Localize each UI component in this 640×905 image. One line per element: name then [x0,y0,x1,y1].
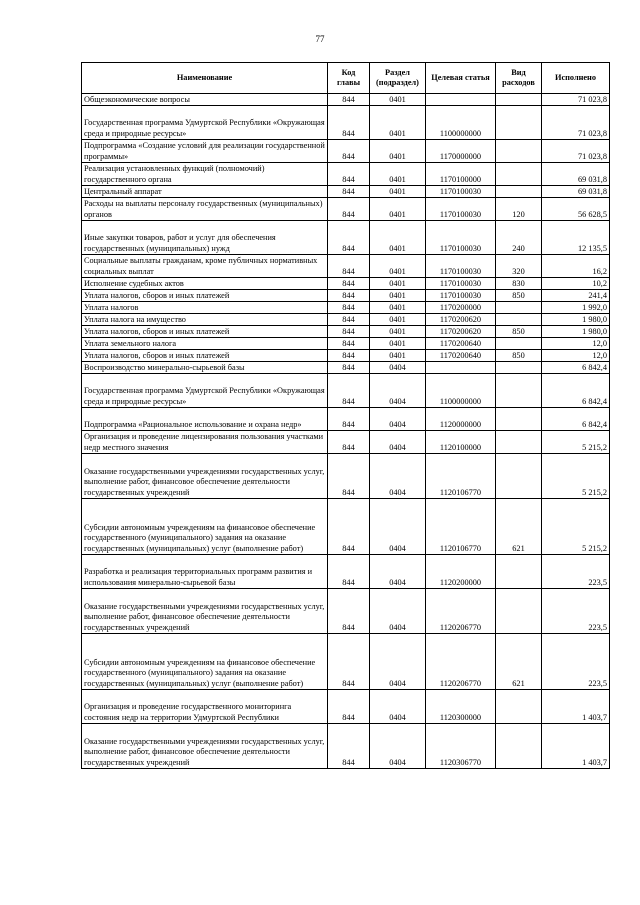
cell-type [496,186,542,198]
cell-code: 844 [328,221,370,255]
cell-type [496,362,542,374]
cell-code: 844 [328,634,370,690]
cell-type [496,555,542,589]
cell-executed: 223,5 [542,589,610,634]
cell-section: 0401 [370,302,426,314]
cell-type [496,374,542,408]
cell-code: 844 [328,302,370,314]
cell-section: 0404 [370,499,426,555]
cell-name: Подпрограмма «Создание условий для реализации государственной программы» [82,140,328,163]
header-code: Код главы [328,63,370,94]
cell-type [496,106,542,140]
cell-target: 1170200640 [426,338,496,350]
cell-target [426,362,496,374]
table-row [82,724,610,769]
cell-type [496,454,542,499]
cell-executed: 223,5 [542,555,610,589]
cell-target: 1100000000 [426,374,496,408]
cell-target [426,94,496,106]
cell-code: 844 [328,350,370,362]
cell-name: Государственная программа Удмуртской Республики «Окружающая среда и природные ресурсы» [82,106,328,140]
cell-name: Оказание государственными учреждениями государственных услуг, выполнение работ, финансовое обеспечение деятельности государственных учреждений [82,724,328,769]
cell-executed: 71 023,8 [542,94,610,106]
cell-type: 240 [496,221,542,255]
cell-executed: 6 842,4 [542,374,610,408]
table-row [82,106,610,140]
cell-name: Социальные выплаты гражданам, кроме публичных нормативных социальных выплат [82,255,328,278]
cell-name: Уплата налога на имущество [82,314,328,326]
cell-section: 0401 [370,314,426,326]
cell-type [496,431,542,454]
cell-section: 0401 [370,326,426,338]
table-row [82,374,610,408]
table-row [82,634,610,690]
cell-type: 850 [496,350,542,362]
cell-name: Расходы на выплаты персоналу государственных (муниципальных) органов [82,198,328,221]
header-section: Раздел (подраздел) [370,63,426,94]
cell-section: 0404 [370,362,426,374]
table-header-row [82,63,610,94]
cell-code: 844 [328,290,370,302]
cell-code: 844 [328,690,370,724]
cell-name: Организация и проведение государственного мониторинга состояния недр на территории Удмуртской Республики [82,690,328,724]
cell-section: 0401 [370,186,426,198]
cell-executed: 241,4 [542,290,610,302]
table-row [82,408,610,431]
cell-section: 0404 [370,724,426,769]
cell-section: 0401 [370,140,426,163]
cell-name: Иные закупки товаров, работ и услуг для обеспечения государственных (муниципальных) нужд [82,221,328,255]
cell-name: Уплата налогов, сборов и иных платежей [82,350,328,362]
cell-type: 830 [496,278,542,290]
cell-code: 844 [328,589,370,634]
table-row [82,140,610,163]
table-row [82,326,610,338]
cell-type: 850 [496,326,542,338]
cell-section: 0401 [370,221,426,255]
cell-section: 0404 [370,431,426,454]
cell-name: Государственная программа Удмуртской Республики «Окружающая среда и природные ресурсы» [82,374,328,408]
cell-section: 0401 [370,338,426,350]
cell-target: 1120106770 [426,454,496,499]
cell-type [496,163,542,186]
cell-type [496,589,542,634]
cell-code: 844 [328,499,370,555]
cell-executed: 69 031,8 [542,163,610,186]
cell-type [496,314,542,326]
cell-name: Подпрограмма «Рациональное использование и охрана недр» [82,408,328,431]
cell-type [496,408,542,431]
cell-section: 0401 [370,94,426,106]
cell-name: Субсидии автономным учреждениям на финансовое обеспечение государственного (муниципального) задания на оказание государственных (муниципальных) услуг (выполнение работ) [82,499,328,555]
cell-target: 1120206770 [426,634,496,690]
cell-executed: 6 842,4 [542,408,610,431]
cell-section: 0401 [370,198,426,221]
cell-code: 844 [328,362,370,374]
table-row [82,163,610,186]
cell-target: 1170200620 [426,314,496,326]
cell-target: 1120100000 [426,431,496,454]
cell-code: 844 [328,255,370,278]
cell-code: 844 [328,338,370,350]
cell-target: 1120300000 [426,690,496,724]
cell-name: Уплата налогов [82,302,328,314]
cell-type: 621 [496,499,542,555]
cell-code: 844 [328,163,370,186]
cell-name: Воспроизводство минерально-сырьевой базы [82,362,328,374]
cell-executed: 16,2 [542,255,610,278]
table-row [82,314,610,326]
cell-code: 844 [328,278,370,290]
cell-code: 844 [328,198,370,221]
cell-code: 844 [328,140,370,163]
cell-code: 844 [328,374,370,408]
table-row [82,362,610,374]
header-target: Целевая статья [426,63,496,94]
cell-section: 0404 [370,454,426,499]
page-number: 77 [315,34,325,44]
table-row [82,94,610,106]
table-row [82,555,610,589]
cell-executed: 12,0 [542,338,610,350]
table-row [82,221,610,255]
cell-executed: 1 403,7 [542,724,610,769]
cell-target: 1170100030 [426,278,496,290]
header-type: Вид расходов [496,63,542,94]
cell-type [496,338,542,350]
cell-section: 0404 [370,690,426,724]
table-row [82,338,610,350]
cell-executed: 5 215,2 [542,499,610,555]
cell-name: Общеэкономические вопросы [82,94,328,106]
cell-executed: 71 023,8 [542,106,610,140]
cell-executed: 71 023,8 [542,140,610,163]
table-row [82,198,610,221]
table-row [82,290,610,302]
cell-target: 1120106770 [426,499,496,555]
cell-target: 1120306770 [426,724,496,769]
cell-section: 0401 [370,290,426,302]
cell-name: Оказание государственными учреждениями государственных услуг, выполнение работ, финансовое обеспечение деятельности государственных учреждений [82,454,328,499]
cell-target: 1170100030 [426,221,496,255]
cell-executed: 1 980,0 [542,326,610,338]
cell-type [496,302,542,314]
cell-executed: 1 403,7 [542,690,610,724]
cell-name: Разработка и реализация территориальных программ развития и использования минерально-сырьевой базы [82,555,328,589]
cell-name: Уплата налогов, сборов и иных платежей [82,326,328,338]
cell-name: Уплата налогов, сборов и иных платежей [82,290,328,302]
table-row [82,302,610,314]
cell-code: 844 [328,106,370,140]
header-executed: Исполнено [542,63,610,94]
cell-target: 1170000000 [426,140,496,163]
table-row [82,454,610,499]
cell-code: 844 [328,326,370,338]
cell-name: Центральный аппарат [82,186,328,198]
cell-target: 1170200620 [426,326,496,338]
cell-section: 0404 [370,374,426,408]
cell-executed: 12,0 [542,350,610,362]
cell-target: 1170100030 [426,290,496,302]
cell-type: 621 [496,634,542,690]
cell-executed: 1 992,0 [542,302,610,314]
cell-code: 844 [328,724,370,769]
cell-executed: 56 628,5 [542,198,610,221]
cell-target: 1120200000 [426,555,496,589]
cell-executed: 6 842,4 [542,362,610,374]
cell-section: 0401 [370,350,426,362]
cell-section: 0401 [370,163,426,186]
cell-name: Уплата земельного налога [82,338,328,350]
cell-name: Субсидии автономным учреждениям на финансовое обеспечение государственного (муниципального) задания на оказание государственных (муниципальных) услуг (выполнение работ) [82,634,328,690]
table-row [82,278,610,290]
cell-type [496,140,542,163]
cell-section: 0404 [370,634,426,690]
cell-target: 1170100030 [426,255,496,278]
table-row [82,431,610,454]
cell-section: 0404 [370,589,426,634]
cell-type [496,94,542,106]
cell-type: 850 [496,290,542,302]
cell-code: 844 [328,454,370,499]
table-row [82,690,610,724]
cell-type [496,724,542,769]
cell-code: 844 [328,408,370,431]
cell-section: 0401 [370,255,426,278]
cell-name: Исполнение судебных актов [82,278,328,290]
cell-code: 844 [328,431,370,454]
cell-section: 0404 [370,555,426,589]
cell-name: Организация и проведение лицензирования пользования участками недр местного значения [82,431,328,454]
cell-target: 1170100030 [426,198,496,221]
cell-type: 320 [496,255,542,278]
table-row [82,499,610,555]
cell-target: 1120000000 [426,408,496,431]
budget-table [81,62,610,769]
cell-executed: 10,2 [542,278,610,290]
cell-name: Оказание государственными учреждениями государственных услуг, выполнение работ, финансовое обеспечение деятельности государственных учреждений [82,589,328,634]
cell-target: 1170100030 [426,186,496,198]
cell-section: 0401 [370,106,426,140]
table-row [82,186,610,198]
cell-target: 1170200640 [426,350,496,362]
header-name: Наименование [82,63,328,94]
cell-target: 1170200000 [426,302,496,314]
cell-executed: 5 215,2 [542,454,610,499]
cell-target: 1100000000 [426,106,496,140]
cell-executed: 223,5 [542,634,610,690]
cell-code: 844 [328,94,370,106]
table-body [82,94,610,769]
cell-target: 1170100000 [426,163,496,186]
cell-code: 844 [328,186,370,198]
cell-type: 120 [496,198,542,221]
cell-type [496,690,542,724]
cell-executed: 69 031,8 [542,186,610,198]
cell-code: 844 [328,555,370,589]
cell-target: 1120206770 [426,589,496,634]
cell-executed: 12 135,5 [542,221,610,255]
table-row [82,255,610,278]
table-row [82,589,610,634]
cell-section: 0401 [370,278,426,290]
cell-executed: 1 980,0 [542,314,610,326]
cell-executed: 5 215,2 [542,431,610,454]
table-row [82,350,610,362]
cell-section: 0404 [370,408,426,431]
cell-name: Реализация установленных функций (полномочий) государственного органа [82,163,328,186]
cell-code: 844 [328,314,370,326]
